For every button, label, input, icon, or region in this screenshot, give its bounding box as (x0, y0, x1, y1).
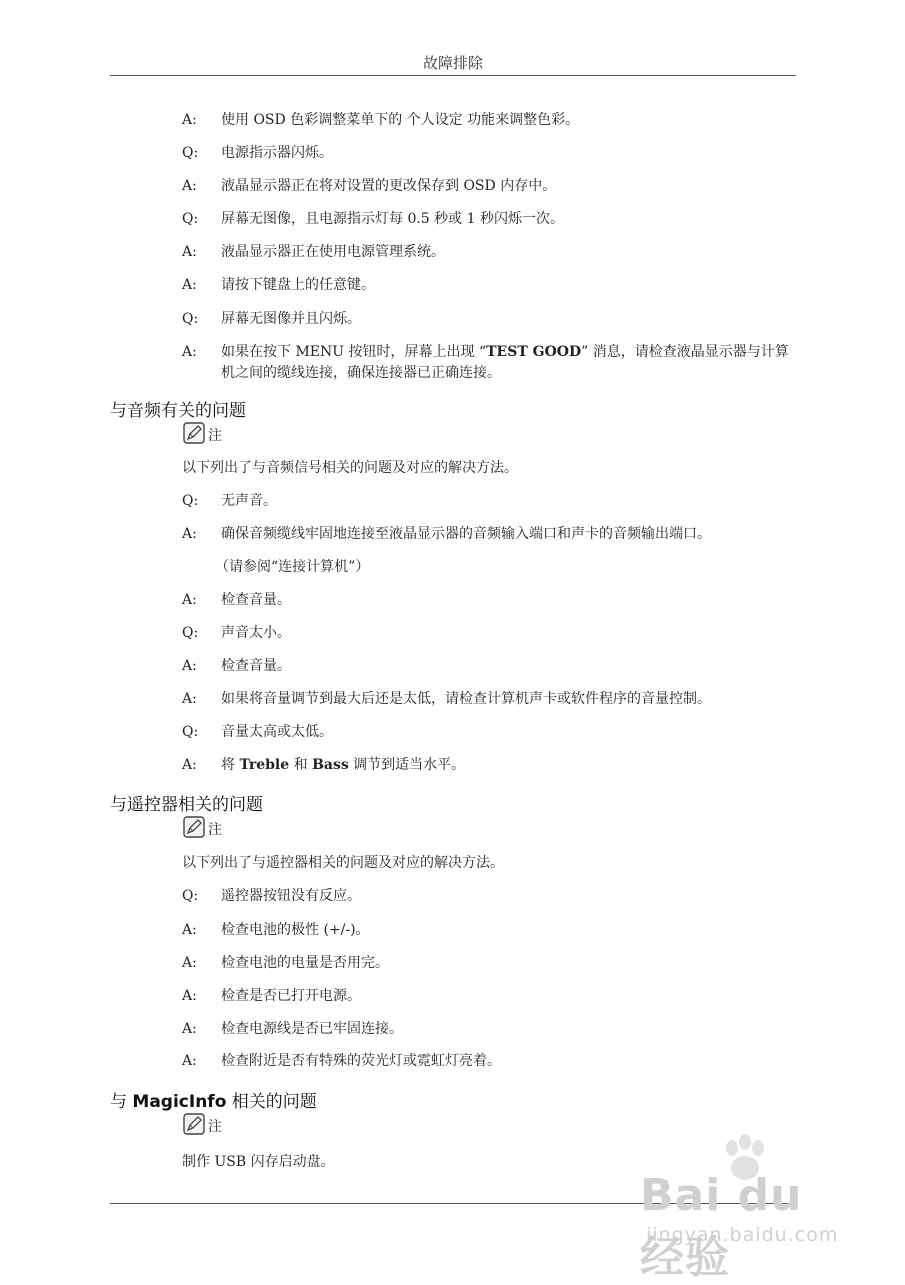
qa-tag: A: (182, 592, 197, 608)
qa-item (182, 524, 802, 545)
qa-item (182, 689, 802, 710)
qa-item (182, 176, 802, 197)
qa-tag: A: (182, 922, 197, 938)
page-header: 故障排除 (422, 54, 483, 72)
qa-item (182, 275, 802, 296)
qa-text: 检查音量。 (221, 658, 291, 674)
qa-text: 屏幕无图像，且电源指示灯每 0.5 秒或 1 秒闪烁一次。 (221, 211, 564, 227)
qa-text-pre: 如果在按下 MENU 按钮时，屏幕上出现 “ (221, 344, 487, 360)
watermark-logo-text: Bai du 经验 (640, 1170, 803, 1283)
qa-tag: A: (182, 691, 197, 707)
qa-text: 确保音频缆线牢固地连接至液晶显示器的音频输入端口和声卡的音频输出端口。 (221, 526, 711, 542)
qa-tag: Q: (182, 888, 199, 904)
qa-item (182, 886, 802, 907)
qa-text-post: ” 消息，请检查液晶显示器与计算机之间的缆线连接，确保连接器已正确连接。 (221, 344, 789, 381)
qa-item (182, 920, 802, 941)
qa-tag: A: (182, 1053, 197, 1069)
qa-item (182, 953, 802, 974)
header-divider (110, 75, 796, 76)
qa-item (182, 342, 802, 384)
qa-item (182, 623, 802, 644)
qa-item (182, 110, 802, 131)
note-row (183, 418, 222, 444)
qa-item (182, 755, 802, 776)
qa-tag: A: (182, 526, 197, 542)
qa-text: 遥控器按钮没有反应。 (221, 888, 361, 904)
qa-item (182, 242, 802, 263)
qa-text-post: 调节到适当水平。 (348, 757, 466, 773)
qa-item (182, 309, 802, 330)
qa-text: 声音太小。 (221, 625, 291, 641)
heading-pre: 与 (110, 1092, 133, 1112)
treble-label: Treble (239, 757, 290, 773)
section-intro: 以下列出了与音频信号相关的问题及对应的解决方法。 (182, 460, 518, 476)
note-label: 注 (208, 428, 222, 444)
qa-text: 检查音量。 (221, 592, 291, 608)
qa-tag: A: (182, 178, 197, 194)
qa-text: 检查电池的极性 (+/-)。 (221, 922, 370, 938)
qa-item (182, 557, 802, 578)
qa-text: 使用 OSD 色彩调整菜单下的 个人设定 功能来调整色彩。 (221, 112, 580, 128)
section-heading-remote: 与遥控器相关的问题 (110, 795, 263, 815)
qa-text: 液晶显示器正在将对设置的更改保存到 OSD 内存中。 (221, 178, 557, 194)
qa-item (182, 722, 802, 743)
bass-label: Bass (312, 757, 349, 773)
qa-text: 音量太高或太低。 (221, 724, 333, 740)
qa-item (182, 491, 802, 512)
qa-text: 液晶显示器正在使用电源管理系统。 (221, 244, 445, 260)
qa-text: 无声音。 (221, 493, 277, 509)
qa-tag: A: (182, 757, 197, 773)
qa-tag: Q: (182, 211, 199, 227)
pencil-note-icon (183, 1113, 205, 1135)
qa-tag: A: (182, 1021, 197, 1037)
qa-tag: A: (182, 955, 197, 971)
qa-text: 屏幕无图像并且闪烁。 (221, 311, 361, 327)
qa-item (182, 986, 802, 1007)
magicinfo-label: MagicInfo (132, 1092, 227, 1112)
qa-tag: A: (182, 112, 197, 128)
qa-tag: Q: (182, 625, 199, 641)
qa-text-mid: 和 (289, 757, 313, 773)
section-intro: 以下列出了与遥控器相关的问题及对应的解决方法。 (182, 855, 504, 871)
qa-text: 电源指示器闪烁。 (221, 145, 333, 161)
qa-text: 如果将音量调节到最大后还是太低，请检查计算机声卡或软件程序的音量控制。 (221, 691, 711, 707)
qa-item (182, 1019, 802, 1040)
qa-tag: Q: (182, 311, 199, 327)
note-row (183, 1109, 222, 1135)
heading-post: 相关的问题 (226, 1092, 317, 1112)
section-heading-audio: 与音频有关的问题 (110, 401, 246, 421)
test-good-label: TEST GOOD (486, 344, 582, 360)
qa-tag: A: (182, 344, 197, 360)
qa-text: 检查电池的电量是否用完。 (221, 955, 389, 971)
qa-text: 请按下键盘上的任意键。 (221, 277, 375, 293)
qa-text (221, 342, 796, 384)
qa-tag: A: (182, 244, 197, 260)
section-intro: 制作 USB 闪存启动盘。 (182, 1154, 335, 1170)
qa-item (182, 143, 802, 164)
qa-item (182, 656, 802, 677)
qa-item (182, 590, 802, 611)
qa-tag: A: (182, 277, 197, 293)
qa-text: 检查是否已打开电源。 (221, 988, 361, 1004)
qa-tag: Q: (182, 145, 199, 161)
pencil-note-icon (183, 422, 205, 444)
baidu-watermark (640, 1132, 860, 1283)
qa-text: 检查电源线是否已牢固连接。 (221, 1021, 403, 1037)
note-row (183, 812, 222, 838)
qa-text: 检查附近是否有特殊的荧光灯或霓虹灯亮着。 (221, 1053, 501, 1069)
qa-text (221, 755, 802, 776)
qa-tag: A: (182, 988, 197, 1004)
note-label: 注 (208, 822, 222, 838)
note-label: 注 (208, 1119, 222, 1135)
qa-item (182, 1051, 802, 1072)
qa-item (182, 209, 802, 230)
qa-text-pre: 将 (221, 757, 240, 773)
qa-text: （请参阅“连接计算机”） (215, 559, 370, 575)
qa-tag: Q: (182, 724, 199, 740)
pencil-note-icon (183, 816, 205, 838)
qa-tag: A: (182, 658, 197, 674)
watermark-url: jingyan.baidu.com (646, 1224, 839, 1246)
qa-tag: Q: (182, 493, 199, 509)
